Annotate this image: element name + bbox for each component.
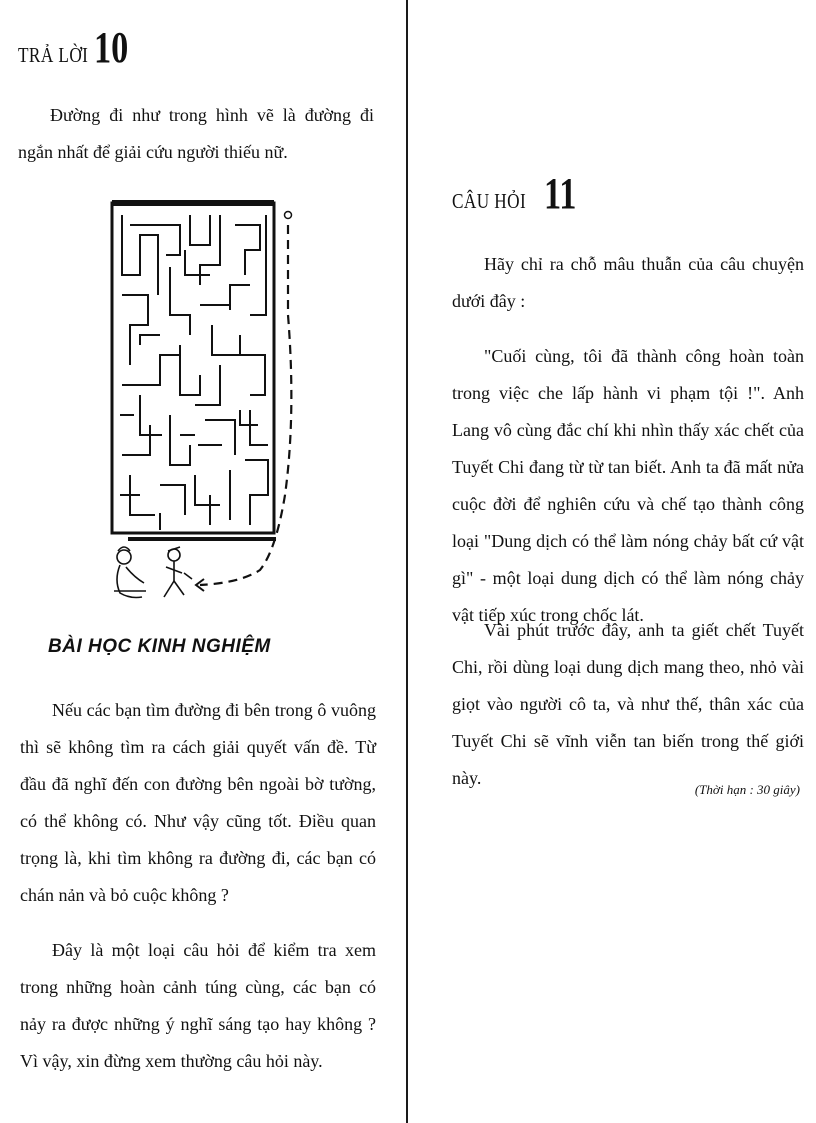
lesson-title: BÀI HỌC KINH NGHIỆM xyxy=(48,636,271,657)
question-heading-label: CÂU HỎI xyxy=(452,189,527,213)
lesson-paragraph-1: Nếu các bạn tìm đường đi bên trong ô vuông thì sẽ không tìm ra cách giải quyết vấn đề. Từ đầu đã nghĩ đến con đường bên ngoài bờ tường, có thể không có. Như vậy cũng tốt. Điều quan trọng là, khi tìm không ra đường đi, các bạn có chán nản và bỏ cuộc không ? xyxy=(20,700,376,905)
left-page xyxy=(0,0,400,1123)
maze-inner-walls xyxy=(120,215,268,530)
question-heading-number: 11 xyxy=(544,169,577,218)
girl-figure xyxy=(114,547,146,598)
story-paragraph-2: Vài phút trước đây, anh ta giết chết Tuyết Chi, rồi dùng loại dung dịch mang theo, nhỏ vài giọt vào người cô ta, và như thế, thân xác của Tuyết Chi sẽ vĩnh viễn tan biến trong thế giới này. xyxy=(452,620,804,788)
story-paragraph-1: "Cuối cùng, tôi đã thành công hoàn toàn trong việc che lấp hành vi phạm tội !". Anh Lang vô cùng đắc chí khi nhìn thấy xác chết của Tuyết Chi đang từ từ tan biết. Anh ta đã mất nửa cuộc đời để nghiên cứu và chế tạo thành công loại "Dung dịch có thể làm nóng chảy bất cứ vật gì" - một loại dung dịch có thể làm nóng chảy vật tiếp xúc trong chốc lát. xyxy=(452,346,804,625)
maze-figure xyxy=(100,195,310,620)
answer-heading-number: 10 xyxy=(93,23,129,72)
question-intro: Hãy chỉ ra chỗ mâu thuẫn của câu chuyện dưới đây : xyxy=(452,254,804,311)
question-heading xyxy=(452,168,586,219)
hero-figure xyxy=(164,547,192,597)
answer-text: Đường đi như trong hình vẽ là đường đi ngắn nhất để giải cứu người thiếu nữ. xyxy=(18,105,374,162)
maze-exit-marker xyxy=(285,212,292,219)
maze-outer-wall xyxy=(112,203,274,533)
maze-illustration xyxy=(100,195,310,620)
time-limit: (Thời hạn : 30 giây) xyxy=(694,782,800,797)
answer-heading-label: TRẢ LỜI xyxy=(18,43,89,67)
answer-heading xyxy=(18,22,138,73)
lesson-paragraph-2: Đây là một loại câu hỏi để kiểm tra xem trong những hoàn cảnh túng cùng, các bạn có nảy ra được những ý nghĩ sáng tạo hay không ? Vì vậy, xin đừng xem thường câu hỏi này. xyxy=(20,940,376,1071)
right-page xyxy=(416,0,816,1123)
book-spine xyxy=(406,0,408,1123)
